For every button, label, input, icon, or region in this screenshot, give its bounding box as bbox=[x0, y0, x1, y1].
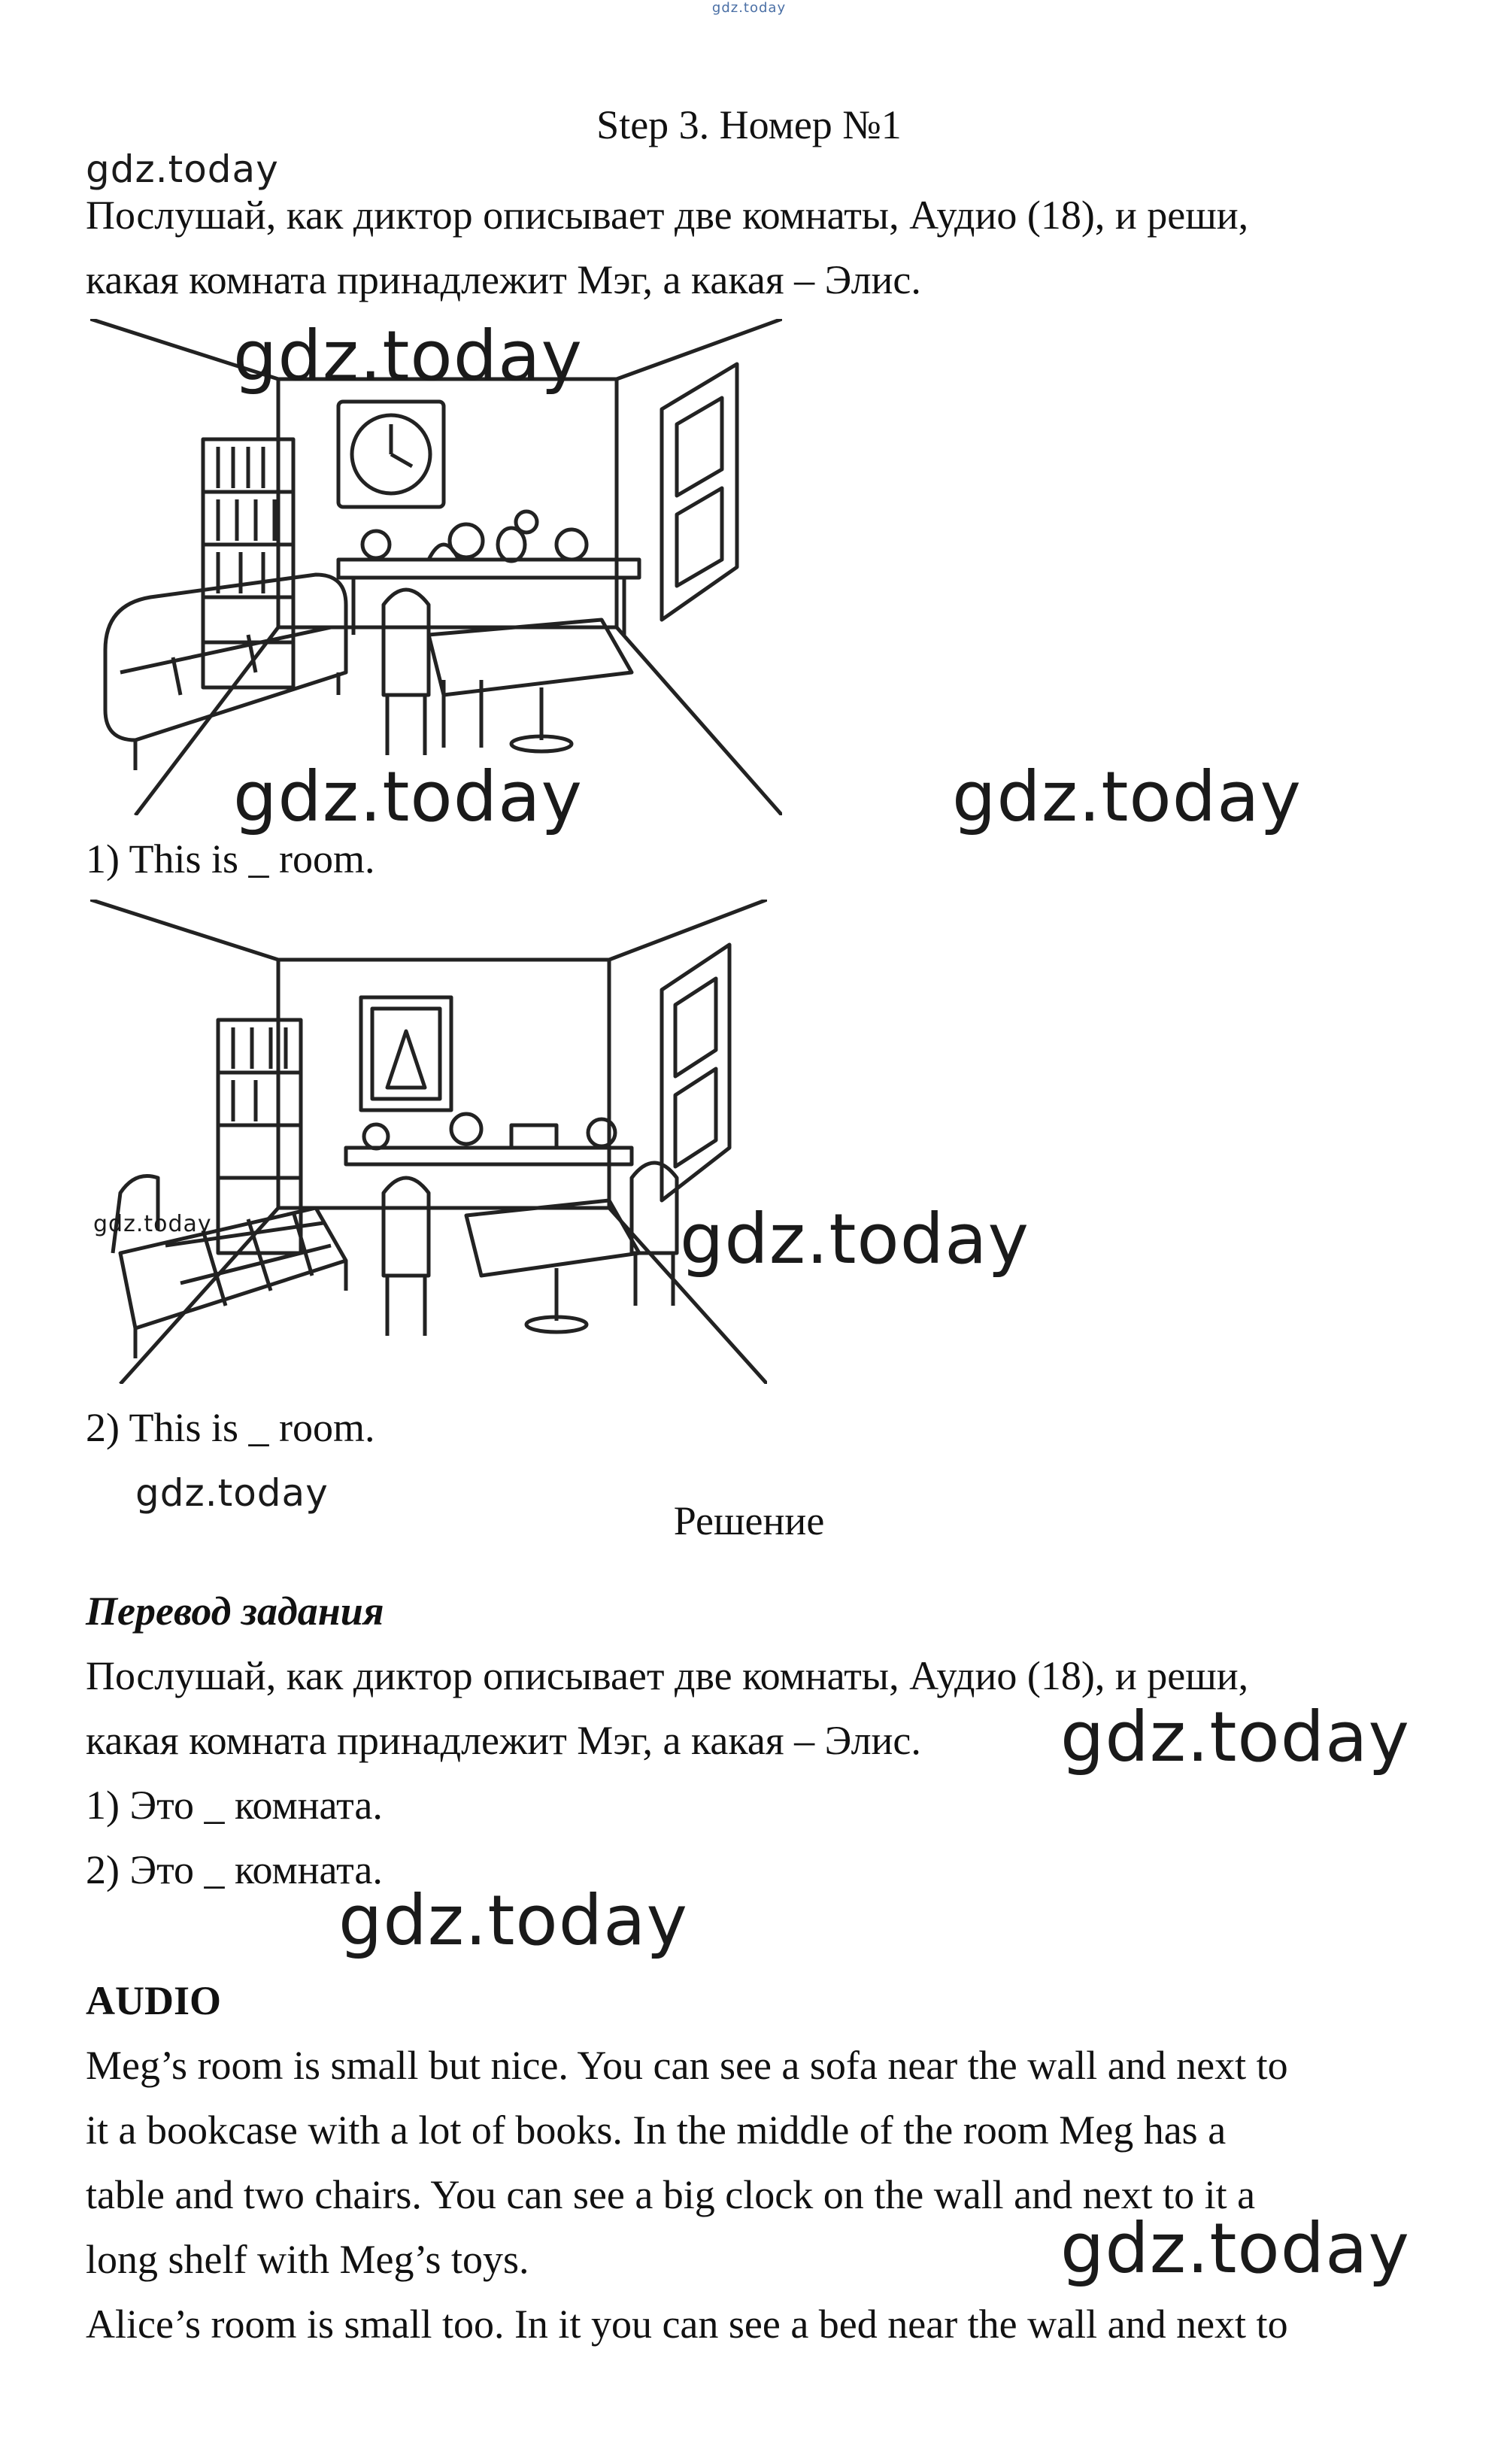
task-item-1: 1) This is _ room. bbox=[86, 836, 375, 882]
translation-item-1: 1) Это _ комната. bbox=[86, 1783, 383, 1828]
audio-heading: AUDIO bbox=[86, 1978, 222, 2023]
page-title: Step 3. Номер №1 bbox=[596, 102, 902, 147]
watermark-text: gdz.today bbox=[93, 1211, 212, 1237]
watermark-text: gdz.today bbox=[135, 1471, 329, 1515]
watermark-text: gdz.today bbox=[233, 316, 583, 396]
audio-line: it a bookcase with a lot of books. In the middle of the room Meg has a bbox=[86, 2107, 1227, 2153]
wall-picture-icon bbox=[361, 997, 451, 1110]
bed-icon bbox=[113, 1176, 346, 1359]
watermark-text: gdz.today bbox=[1060, 1697, 1410, 1777]
audio-line: Meg’s room is small but nice. You can see a sofa near the wall and next to bbox=[86, 2043, 1288, 2088]
watermark-text: gdz.today bbox=[1060, 2208, 1410, 2289]
table-and-chairs-icon bbox=[384, 1163, 677, 1336]
translation-heading: Перевод задания bbox=[86, 1589, 384, 1634]
translation-line-1: Послушай, как диктор описывает две комнаты, Аудио (18), и реши, bbox=[86, 1653, 1249, 1698]
audio-line: table and two chairs. You can see a big clock on the wall and next to it a bbox=[86, 2172, 1256, 2217]
audio-line: Alice’s room is small too. In it you can see a bed near the wall and next to bbox=[86, 2302, 1288, 2347]
room-illustration-2 bbox=[90, 900, 767, 1384]
table-and-chairs-icon bbox=[384, 590, 632, 755]
watermark-text: gdz.today bbox=[86, 147, 279, 191]
translation-line-2: какая комната принадлежит Мэг, а какая – Элис. bbox=[86, 1718, 921, 1763]
sofa-icon bbox=[105, 575, 346, 770]
instruction-line-2: какая комната принадлежит Мэг, а какая – Элис. bbox=[86, 257, 921, 302]
translation-item-2: 2) Это _ комната. bbox=[86, 1847, 383, 1892]
watermark-text: gdz.today bbox=[952, 757, 1302, 837]
window-icon bbox=[662, 364, 737, 620]
instruction-line-1: Послушай, как диктор описывает две комнаты, Аудио (18), и реши, bbox=[86, 193, 1249, 238]
top-watermark: gdz.today bbox=[711, 0, 787, 16]
clock-icon bbox=[338, 402, 444, 507]
task-item-2: 2) This is _ room. bbox=[86, 1405, 375, 1450]
watermark-text: gdz.today bbox=[680, 1199, 1029, 1279]
watermark-text: gdz.today bbox=[338, 1880, 688, 1961]
toy-shelf-icon bbox=[346, 1114, 632, 1164]
solution-heading: Решение bbox=[673, 1498, 825, 1543]
window-icon bbox=[662, 945, 729, 1200]
watermark-text: gdz.today bbox=[233, 757, 583, 837]
bookcase-icon bbox=[218, 1020, 301, 1253]
audio-line: long shelf with Meg’s toys. bbox=[86, 2237, 529, 2282]
